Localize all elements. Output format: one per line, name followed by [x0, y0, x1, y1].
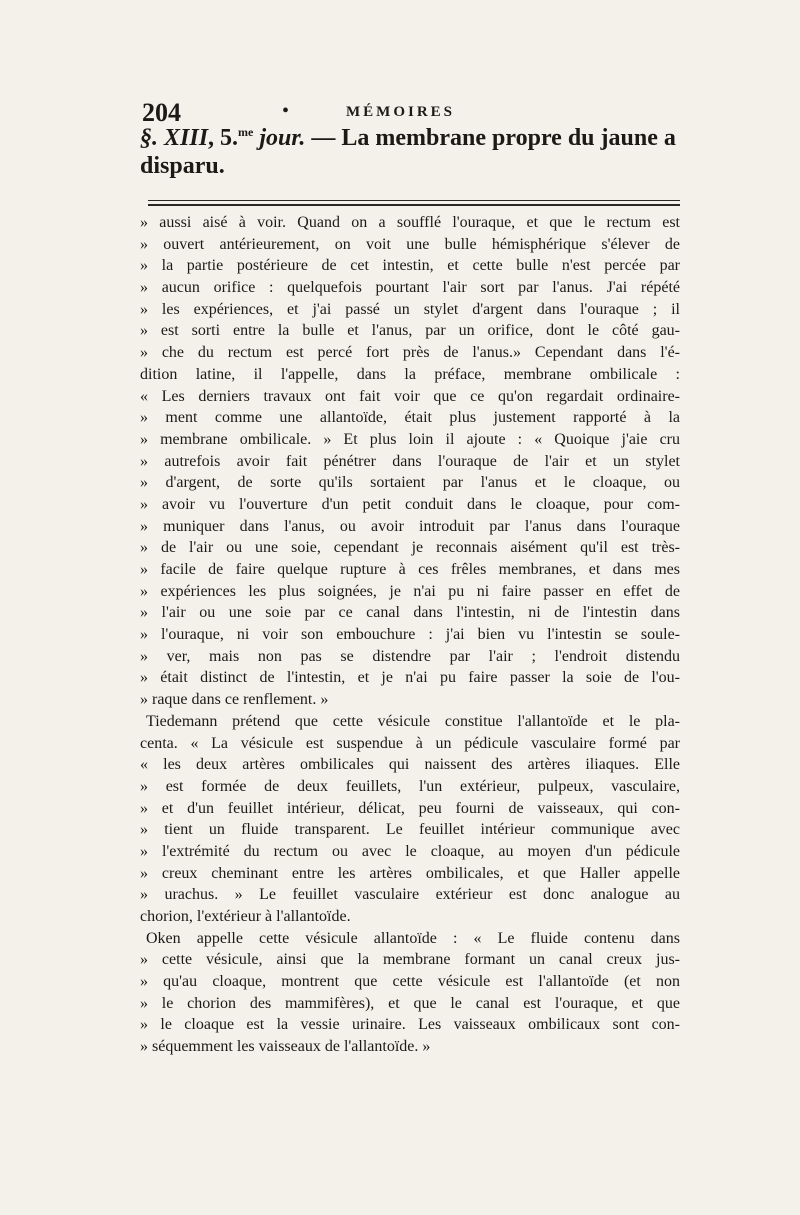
text-line: centa. « La vésicule est suspendue à un pédicule vasculaire formé par [140, 734, 680, 752]
text-line: » séquemment les vaisseaux de l'allantoïde. » [140, 1038, 431, 1056]
caption-superscript: me [238, 125, 254, 139]
text-line: » la partie postérieure de cet intestin, et cette bulle n'est percée par [140, 257, 680, 275]
text-line: chorion, l'extérieur à l'allantoïde. [140, 908, 351, 925]
text-line: « Les derniers travaux ont fait voir que ce qu'on regardait ordinaire- [140, 387, 680, 405]
text-line: » expériences les plus soignées, je n'ai pu ni faire passer en effet de [140, 582, 680, 600]
text-line: » cette vésicule, ainsi que la membrane formant un canal creux jus- [140, 951, 680, 969]
caption-text: — La membrane propre du jaune a disparu. [140, 125, 676, 179]
rule-thin [148, 200, 680, 201]
section-caption [140, 124, 680, 180]
rule-thick [148, 204, 680, 206]
text-line: » l'ouraque, ni voir son embouchure : j'ai bien vu l'intestin se soule- [140, 626, 680, 644]
text-line: » autrefois avoir fait pénétrer dans l'ouraque de l'air et un stylet [140, 452, 680, 470]
text-line: » le cloaque est la vessie urinaire. Les vaisseaux ombilicaux sont con- [140, 1016, 680, 1034]
text-line: « les deux artères ombilicales qui naissent des artères iliaques. Elle [140, 756, 680, 774]
text-line: » membrane ombilicale. » Et plus loin il ajoute : « Quoique j'aie cru [140, 430, 680, 448]
text-line: » ouvert antérieurement, on voit une bulle hémisphérique s'élever de [140, 235, 680, 253]
text-line: » l'air ou une soie par ce canal dans l'intestin, ni de l'intestin dans [140, 604, 680, 622]
text-line: » de l'air ou une soie, cependant je reconnais aisément qu'il est très- [140, 539, 680, 557]
text-line: » ment comme une allantoïde, était plus justement rapporté à la [140, 409, 680, 427]
text-line: » ver, mais non pas se distendre par l'air ; l'endroit distendu [140, 647, 680, 665]
text-line: » le chorion des mammifères), et que le canal est l'ouraque, et que [140, 994, 680, 1012]
text-line: dition latine, il l'appelle, dans la préface, membrane ombilicale : [140, 365, 680, 383]
text-line: » muniquer dans l'anus, ou avoir introduit par l'anus dans l'ouraque [140, 517, 680, 535]
text-line: » et d'un feuillet intérieur, délicat, peu fourni de vaisseaux, qui con- [140, 799, 680, 817]
text-line: » est sorti entre la bulle et l'anus, par un orifice, dont le côté gau- [140, 322, 680, 340]
text-line: » aucun orifice : quelquefois pourtant l'air sort par l'anus. J'ai répété [140, 279, 680, 297]
running-title: MÉMOIRES [346, 104, 456, 120]
text-line: » qu'au cloaque, montrent que cette vésicule est l'allantoïde (et non [140, 973, 680, 991]
text-line: Tiedemann prétend que cette vésicule constitue l'allantoïde et le pla- [146, 712, 680, 730]
caption-separator: , 5. [208, 125, 239, 151]
body-text [140, 212, 680, 1058]
section-number: §. XIII [140, 125, 209, 151]
text-line: » urachus. » Le feuillet vasculaire extérieur est donc analogue au [140, 886, 680, 904]
text-line: » était distinct de l'intestin, et je n'ai pu faire passer la soie de l'ou- [140, 669, 680, 687]
caption-day: jour. [253, 125, 306, 151]
text-line: » est formée de deux feuillets, l'un extérieur, pulpeux, vasculaire, [140, 777, 680, 795]
text-line: » les expériences, et j'ai passé un stylet d'argent dans l'ouraque ; il [140, 300, 680, 318]
text-line: Oken appelle cette vésicule allantoïde : « Le fluide contenu dans [146, 929, 680, 947]
text-line: » d'argent, de sorte qu'ils sortaient par l'anus et le cloaque, ou [140, 474, 680, 492]
text-line: » facile de faire quelque rupture à ces frêles membranes, et dans mes [140, 561, 680, 578]
text-line: » creux cheminant entre les artères ombilicales, et que Haller appelle [140, 864, 680, 882]
text-line: » avoir vu l'ouverture d'un petit conduit dans le cloaque, pour com- [140, 495, 680, 513]
text-line: » che du rectum est percé fort près de l'anus.» Cependant dans l'é- [140, 344, 680, 362]
running-head-dot: • [282, 100, 290, 122]
text-line: » tient un fluide transparent. Le feuillet intérieur communique avec [140, 821, 680, 839]
text-line: » raque dans ce renflement. » [140, 691, 329, 709]
page-number: 204 [142, 98, 181, 127]
text-line: » aussi aisé à voir. Quand on a soufflé l'ouraque, et que le rectum est [140, 214, 680, 231]
text-line: » l'extrémité du rectum ou avec le cloaque, au moyen d'un pédicule [140, 842, 680, 860]
separator-rule [148, 200, 680, 206]
